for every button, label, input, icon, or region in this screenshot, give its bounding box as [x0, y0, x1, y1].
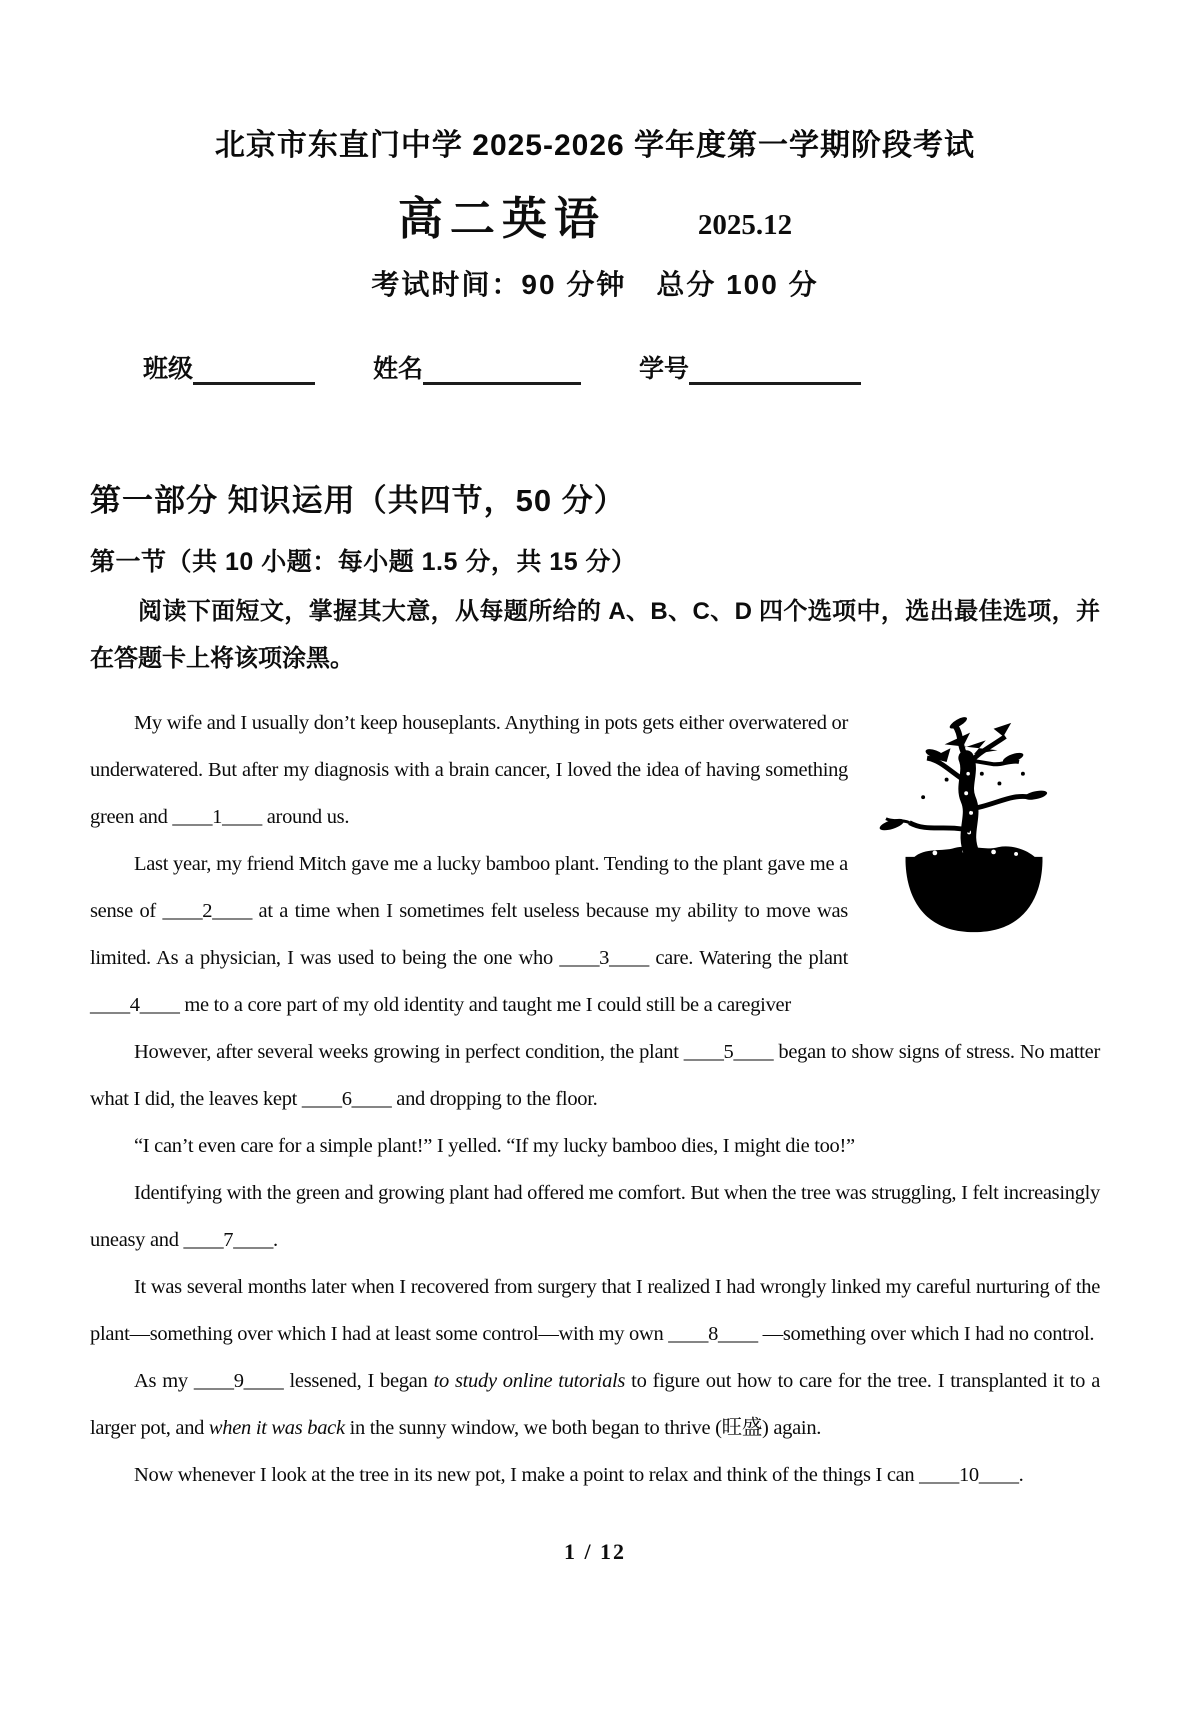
passage-paragraph: As my ____9____ lessened, I began to study online tutorials to figure out how to care for the tree. I transplanted it to a larger pot, and when it was back in the sunny window, we both began to thrive (旺盛) again. [90, 1370, 1100, 1439]
field-label: 姓名 [373, 355, 424, 383]
student-info-row [143, 349, 1100, 385]
student-field-id [639, 349, 861, 385]
exam-page [90, 0, 1100, 1565]
potted-plant-icon [874, 715, 1074, 940]
section-one-title: 第一节（共 10 小题：每小题 1.5 分，共 15 分） [90, 548, 637, 576]
exam-subject: 高二英语 [397, 193, 606, 244]
exam-date: 2025.12 [697, 209, 793, 241]
id-blank-line [689, 355, 861, 385]
cloze-passage [90, 700, 1100, 1499]
student-field-class [143, 349, 315, 385]
passage-paragraph: Last year, my friend Mitch gave me a lucky bamboo plant. Tending to the plant gave me a sense of ____2____ at a time when I sometimes felt useless because my ability to move was limited. As a physician, I was used to being the one who ____3____ care. Watering the plant ____4____ me to a core part of my old identity and taught me I could still be a caregiver [90, 853, 848, 1016]
passage-paragraph: Now whenever I look at the tree in its new pot, I make a point to relax and think of the things I can ____10____. [134, 1464, 1024, 1486]
part-one-title: 第一部分 知识运用（共四节，50 分） [90, 483, 626, 518]
class-blank-line [193, 355, 315, 385]
passage-paragraph: It was several months later when I recovered from surgery that I realized I had wrongly linked my careful nurturing of the plant—something over which I had at least some control—with my own ____8____ —something over which I had no control. [90, 1276, 1100, 1345]
passage-paragraph: My wife and I usually don’t keep houseplants. Anything in pots gets either overwatered or underwatered. But after my diagnosis with a brain cancer, I loved the idea of having something green and ____1____ around us. [90, 712, 848, 828]
subject-row [90, 182, 1100, 247]
student-field-name [373, 349, 581, 385]
passage-paragraph: However, after several weeks growing in perfect condition, the plant ____5____ began to show signs of stress. No matter what I did, the leaves kept ____6____ and dropping to the floor. [90, 1041, 1100, 1110]
passage-paragraph: Identifying with the green and growing plant had offered me comfort. But when the tree was struggling, I felt increasingly uneasy and ____7____. [90, 1182, 1100, 1251]
passage-paragraph: “I can’t even care for a simple plant!” I yelled. “If my lucky bamboo dies, I might die too!” [134, 1135, 855, 1157]
section-instructions: 阅读下面短文，掌握其大意，从每题所给的 A、B、C、D 四个选项中，选出最佳选项，并在答题卡上将该项涂黑。 [90, 598, 1100, 672]
school-title: 北京市东直门中学 2025-2026 学年度第一学期阶段考试 [214, 129, 976, 162]
field-label: 学号 [639, 355, 690, 383]
name-blank-line [423, 355, 581, 385]
page-number: 1 / 12 [563, 1539, 627, 1564]
exam-info: 考试时间：90 分钟 总分 100 分 [371, 269, 819, 300]
field-label: 班级 [143, 355, 194, 383]
potted-plant-illustration [848, 700, 1100, 940]
